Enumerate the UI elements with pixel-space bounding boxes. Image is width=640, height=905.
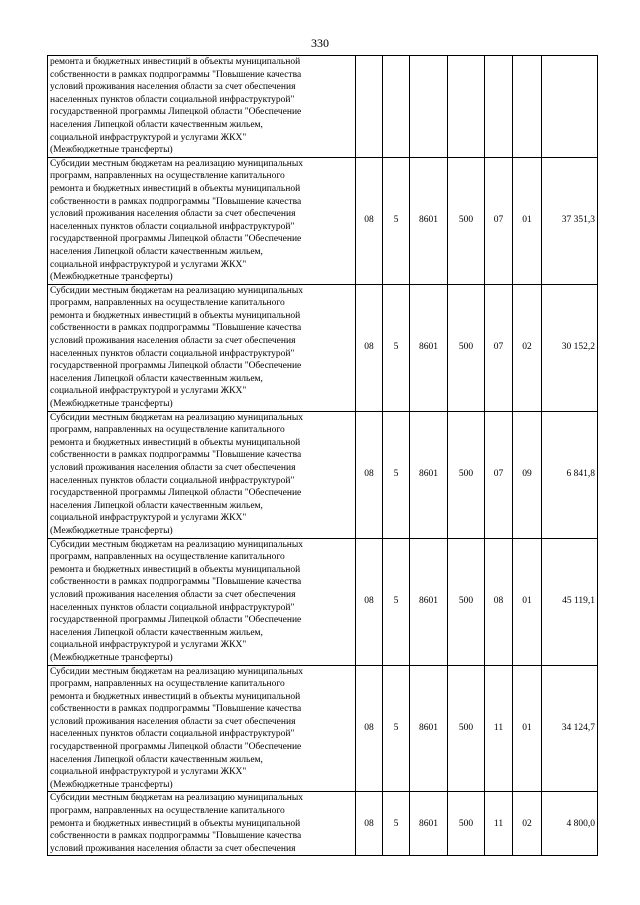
table-row (48, 56, 598, 158)
expense-type-code: 500 (448, 792, 485, 856)
description-line: государственной программы Липецкой области "Обеспечение (50, 742, 302, 753)
description-line: (Межбюджетные трансферты) (50, 779, 173, 790)
description-line: собственности в рамках подпрограммы "Повышение качества (50, 450, 302, 461)
item-code: 02 (513, 792, 542, 856)
target-article-code: 8601 (410, 792, 448, 856)
description-line: собственности в рамках подпрограммы "Повышение качества (50, 323, 302, 334)
description-line: Субсидии местным бюджетам на реализацию муниципальных (50, 158, 303, 169)
table-row (48, 157, 598, 284)
program-code (383, 56, 410, 158)
amount-cell: 6 841,8 (542, 411, 598, 538)
description-line: условий проживания населения области за счет обеспечения (50, 463, 296, 473)
table-row (48, 411, 598, 538)
description-line: Субсидии местным бюджетам на реализацию муниципальных (50, 793, 303, 804)
description-line: собственности в рамках подпрограммы "Повышение качества (50, 704, 302, 715)
description-line: ремонта и бюджетных инвестиций в объекты муниципальной (50, 818, 301, 829)
table-row (48, 538, 598, 665)
description-line: государственной программы Липецкой области "Обеспечение (50, 361, 302, 372)
item-code: 02 (513, 284, 542, 411)
description-line: ремонта и бюджетных инвестиций в объекты муниципальной (50, 691, 301, 702)
item-code: 01 (513, 665, 542, 792)
description-line: условий проживания населения области за счет обеспечения (50, 843, 296, 854)
description-line: социальной инфраструктурой и услугами ЖКХ" (50, 767, 247, 778)
description-line: программ, направленных на осуществление капитального (50, 679, 285, 690)
description-line: условий проживания населения области за счет обеспечения (50, 209, 296, 220)
page-number: 330 (311, 36, 329, 50)
description-line: (Межбюджетные трансферты) (50, 272, 173, 283)
amount-cell (542, 56, 598, 158)
description-line: населения Липецкой области качественным жильем, (50, 500, 263, 511)
description-line: социальной инфраструктурой и услугами ЖКХ" (50, 259, 247, 270)
description-line: Субсидии местным бюджетам на реализацию муниципальных (50, 285, 303, 296)
subsection-code: 11 (485, 665, 513, 792)
description-line: населенных пунктов области социальной инфраструктурой" (50, 475, 295, 486)
table-row (48, 665, 598, 792)
program-code: 5 (383, 284, 410, 411)
amount-cell: 37 351,3 (542, 157, 598, 284)
description-line: ремонта и бюджетных инвестиций в объекты муниципальной (50, 310, 301, 321)
description-line: населенных пунктов области социальной инфраструктурой" (50, 729, 295, 740)
target-article-code (410, 56, 448, 158)
description-line: условий проживания населения области за счет обеспечения (50, 589, 296, 600)
target-article-code: 8601 (410, 538, 448, 665)
description-line: (Межбюджетные трансферты) (50, 652, 173, 663)
description-line: социальной инфраструктурой и услугами ЖКХ" (50, 132, 247, 143)
description-line: Субсидии местным бюджетам на реализацию муниципальных (50, 539, 303, 550)
description-line: собственности в рамках подпрограммы "Повышение качества (50, 577, 302, 588)
row-description (48, 284, 356, 411)
amount-cell: 4 800,0 (542, 792, 598, 856)
subsection-code: 07 (485, 157, 513, 284)
section-code: 08 (356, 411, 383, 538)
row-description (48, 538, 356, 665)
target-article-code: 8601 (410, 665, 448, 792)
amount-cell: 30 152,2 (542, 284, 598, 411)
description-line: ремонта и бюджетных инвестиций в объекты муниципальной (50, 183, 301, 194)
description-line: Субсидии местным бюджетам на реализацию муниципальных (50, 412, 303, 423)
section-code: 08 (356, 157, 383, 284)
row-description (48, 665, 356, 792)
description-line: (Межбюджетные трансферты) (50, 399, 173, 410)
description-line: (Межбюджетные трансферты) (50, 145, 173, 156)
expense-type-code: 500 (448, 157, 485, 284)
description-line: населенных пунктов области социальной инфраструктурой" (50, 221, 295, 232)
row-description (48, 157, 356, 284)
description-line: программ, направленных на осуществление капитального (50, 171, 285, 182)
program-code: 5 (383, 538, 410, 665)
description-line: условий проживания населения области за счет обеспечения (50, 716, 296, 727)
expense-type-code: 500 (448, 411, 485, 538)
row-description (48, 411, 356, 538)
description-line: государственной программы Липецкой области "Обеспечение (50, 107, 302, 118)
item-code: 01 (513, 157, 542, 284)
section-code (356, 56, 383, 158)
subsection-code: 11 (485, 792, 513, 856)
description-line: населения Липецкой области качественным жильем, (50, 246, 263, 257)
row-description (48, 792, 356, 856)
description-line: собственности в рамках подпрограммы "Повышение качества (50, 831, 302, 842)
amount-cell: 34 124,7 (542, 665, 598, 792)
item-code (513, 56, 542, 158)
description-line: социальной инфраструктурой и услугами ЖКХ" (50, 513, 247, 524)
program-code: 5 (383, 157, 410, 284)
description-line: населения Липецкой области качественным жильем, (50, 119, 263, 130)
description-line: государственной программы Липецкой области "Обеспечение (50, 234, 302, 245)
section-code: 08 (356, 792, 383, 856)
target-article-code: 8601 (410, 411, 448, 538)
program-code: 5 (383, 665, 410, 792)
description-line: ремонта и бюджетных инвестиций в объекты муниципальной (50, 57, 301, 67)
description-line: программ, направленных на осуществление капитального (50, 552, 285, 563)
target-article-code: 8601 (410, 284, 448, 411)
description-line: государственной программы Липецкой области "Обеспечение (50, 488, 302, 499)
description-line: социальной инфраструктурой и услугами ЖКХ" (50, 640, 247, 651)
program-code: 5 (383, 792, 410, 856)
amount-cell: 45 119,1 (542, 538, 598, 665)
budget-table (47, 55, 598, 856)
description-line: социальной инфраструктурой и услугами ЖКХ" (50, 386, 247, 397)
description-line: населения Липецкой области качественным жильем, (50, 754, 263, 765)
expense-type-code: 500 (448, 665, 485, 792)
item-code: 09 (513, 411, 542, 538)
description-line: населенных пунктов области социальной инфраструктурой" (50, 602, 295, 613)
description-line: (Межбюджетные трансферты) (50, 525, 173, 536)
description-line: ремонта и бюджетных инвестиций в объекты муниципальной (50, 437, 301, 448)
description-line: программ, направленных на осуществление капитального (50, 806, 285, 817)
description-line: ремонта и бюджетных инвестиций в объекты муниципальной (50, 564, 301, 575)
table-row (48, 792, 598, 856)
description-line: населения Липецкой области качественным жильем, (50, 627, 263, 638)
target-article-code: 8601 (410, 157, 448, 284)
expense-type-code: 500 (448, 284, 485, 411)
description-line: собственности в рамках подпрограммы "Повышение качества (50, 69, 302, 80)
description-line: населенных пунктов области социальной инфраструктурой" (50, 94, 295, 105)
program-code: 5 (383, 411, 410, 538)
section-code: 08 (356, 665, 383, 792)
item-code: 01 (513, 538, 542, 665)
expense-type-code: 500 (448, 538, 485, 665)
expense-type-code (448, 56, 485, 158)
description-line: программ, направленных на осуществление капитального (50, 298, 285, 309)
description-line: населенных пунктов области социальной инфраструктурой" (50, 348, 295, 359)
subsection-code: 07 (485, 284, 513, 411)
description-line: условий проживания населения области за счет обеспечения (50, 82, 296, 93)
description-line: государственной программы Липецкой области "Обеспечение (50, 615, 302, 626)
table-body (48, 56, 598, 856)
description-line: условий проживания населения области за счет обеспечения (50, 336, 296, 347)
table-row (48, 284, 598, 411)
description-line: населения Липецкой области качественным жильем, (50, 373, 263, 384)
section-code: 08 (356, 284, 383, 411)
description-line: Субсидии местным бюджетам на реализацию муниципальных (50, 666, 303, 677)
subsection-code (485, 56, 513, 158)
description-line: программ, направленных на осуществление капитального (50, 425, 285, 436)
row-description (48, 56, 356, 158)
section-code: 08 (356, 538, 383, 665)
subsection-code: 08 (485, 538, 513, 665)
subsection-code: 07 (485, 411, 513, 538)
description-line: собственности в рамках подпрограммы "Повышение качества (50, 196, 302, 207)
